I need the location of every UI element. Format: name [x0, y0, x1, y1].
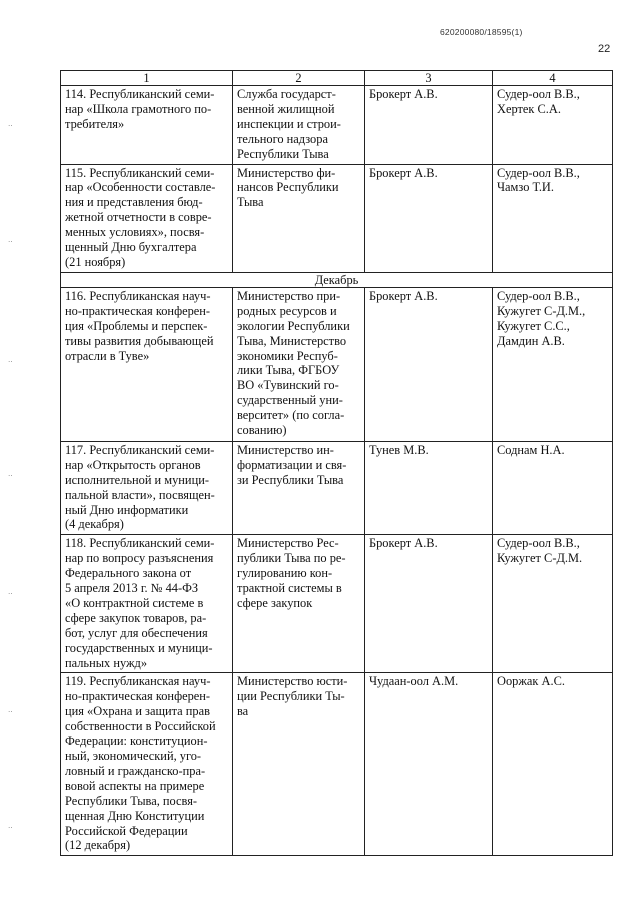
event-name: 117. Республиканский семи- нар «Открытость органов исполнительной и муници- пальной власти», посвящен- ный Дню информатики (4 декабря) [61, 441, 233, 534]
organizer: Министерство Рес- публики Тыва по ре- гулированию кон- трактной системы в сфере закупок [233, 535, 365, 673]
page-number: 22 [598, 43, 611, 55]
executors: Судер-оол В.В., Кужугет С-Д.М., Кужугет С.С., Дамдин А.В. [493, 287, 613, 441]
responsible: Брокерт А.В. [365, 535, 493, 673]
table-row [61, 164, 613, 272]
column-number: 2 [233, 71, 365, 86]
margin-mark: ‥ [8, 357, 13, 364]
table-row [61, 535, 613, 673]
responsible: Брокерт А.В. [365, 287, 493, 441]
table-row [61, 673, 613, 856]
table-row [61, 86, 613, 165]
column-number: 4 [493, 71, 613, 86]
organizer: Служба государст- венной жилищной инспекции и строи- тельного надзора Республики Тыва [233, 86, 365, 165]
executors: Судер-оол В.В., Чамзо Т.И. [493, 164, 613, 272]
executors: Соднам Н.А. [493, 441, 613, 534]
margin-mark: ‥ [8, 237, 13, 244]
event-name: 116. Республиканская науч- но-практическая конферен- ция «Проблемы и перспек- тивы развития добывающей отрасли в Туве» [61, 287, 233, 441]
column-number: 1 [61, 71, 233, 86]
margin-mark: ‥ [8, 121, 13, 128]
executors: Ооржак А.С. [493, 673, 613, 856]
responsible: Тунев М.В. [365, 441, 493, 534]
responsible: Чудаан-оол А.М. [365, 673, 493, 856]
organizer: Министерство при- родных ресурсов и экологии Республики Тыва, Министерство экономики Респуб- лики Тыва, ФГБОУ ВО «Тувинский го- сударственный уни- верситет» (по согла- сованию) [233, 287, 365, 441]
month-row [61, 272, 613, 287]
month-header: Декабрь [61, 272, 613, 287]
event-name: 114. Республиканский семи- нар «Школа грамотного по- требителя» [61, 86, 233, 165]
margin-mark: ‥ [8, 707, 13, 714]
margin-mark: ‥ [8, 589, 13, 596]
organizer: Министерство ин- форматизации и свя- зи Республики Тыва [233, 441, 365, 534]
table-row [61, 441, 613, 534]
table-row [61, 287, 613, 441]
margin-mark: ‥ [8, 823, 13, 830]
executors: Судер-оол В.В., Кужугет С-Д.М. [493, 535, 613, 673]
events-table [60, 70, 613, 856]
organizer: Министерство фи- нансов Республики Тыва [233, 164, 365, 272]
column-number: 3 [365, 71, 493, 86]
margin-mark: ‥ [8, 471, 13, 478]
event-name: 119. Республиканская науч- но-практическая конферен- ция «Охрана и защита прав собственности в Российской Федерации: конституцион- ный, экономический, уго- ловный и гражданско-пра- вовой аспекты на примере Республики Тыва, посвя- щенная Дню Конституции Российской Федерации (12 декабря) [61, 673, 233, 856]
document-id: 620200080/18595(1) [440, 27, 523, 37]
responsible: Брокерт А.В. [365, 86, 493, 165]
executors: Судер-оол В.В., Хертек С.А. [493, 86, 613, 165]
event-name: 118. Республиканский семи- нар по вопросу разъяснения Федерального закона от 5 апреля 2013 г. № 44-ФЗ «О контрактной системе в сфере закупок товаров, ра- бот, услуг для обеспечения государственных и муници- пальных нужд» [61, 535, 233, 673]
responsible: Брокерт А.В. [365, 164, 493, 272]
column-number-row [61, 71, 613, 86]
event-name: 115. Республиканский семи- нар «Особенности составле- ния и представления бюд- жетной отчетности в совре- менных условиях», посвя- щенный Дню бухгалтера (21 ноября) [61, 164, 233, 272]
organizer: Министерство юсти- ции Республики Ты- ва [233, 673, 365, 856]
